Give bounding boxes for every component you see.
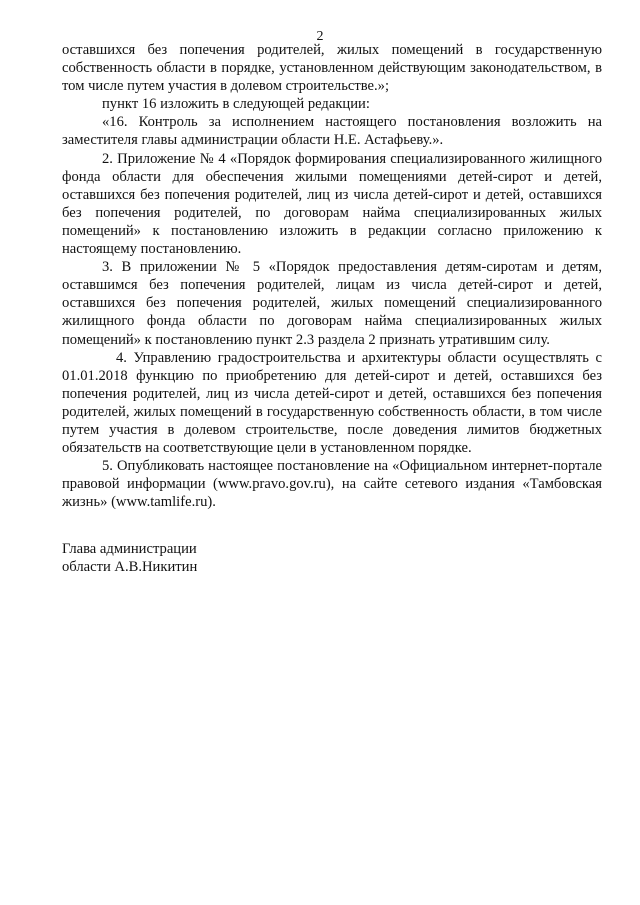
paragraph-5-publication: 5. Опубликовать настоящее постановление на «Официальном интернет-портале правовой информации (www.pravo.gov.ru), на сайте сетевого издания «Тамбовская жизнь» (www.tamlife.ru). <box>62 458 602 511</box>
paragraph-3-appendix-5: 3. В приложении № 5 «Порядок предоставления детям-сиротам и детям, оставшимся без попечения родителей, лицам из числа детей-сирот и детей, оставшихся без попечения родителей, жилых помещений специализированного жилищного фонда области по договорам найма специализированных жилых помещений» к постановлению пункт 2.3 раздела 2 признать утратившим силу. <box>62 259 602 348</box>
paragraph-continuation: оставшихся без попечения родителей, жилых помещений в государственную собственность области в порядке, установленном действующим законодательством, в том числе путем участия в долевом строительстве.»; <box>62 42 602 95</box>
signature-name: области А.В.Никитин <box>62 559 198 576</box>
paragraph-item-16-intro: пункт 16 изложить в следующей редакции: <box>102 96 370 113</box>
signature-title: Глава администрации <box>62 541 197 557</box>
document-body <box>62 41 602 511</box>
paragraph-4-urban-planning: 4. Управлению градостроительства и архитектуры области осуществлять с 01.01.2018 функцию по приобретению для детей-сирот и детей, оставшихся без попечения родителей, лиц из числа детей-сирот и детей, оставшихся без попечения родителей, жилых помещений в государственную собственность области, в том числе путем участия в долевом строительстве, после доведения лимитов бюджетных обязательств на соответствующие цели в установленном порядке. <box>62 349 602 457</box>
paragraph-item-16-text: «16. Контроль за исполнением настоящего постановления возложить на заместителя главы администрации области Н.Е. Астафьеву.». <box>62 114 602 149</box>
paragraph-2-appendix-4: 2. Приложение № 4 «Порядок формирования специализированного жилищного фонда области для обеспечения жилыми помещениями детей-сирот и детей, оставшихся без попечения родителей, лиц из числа детей-сирот и детей, оставшихся без попечения родителей, по договорам найма специализированных жилых помещений» к постановлению изложить в редакции согласно приложению к настоящему постановлению. <box>62 150 602 258</box>
page-number: 2 <box>316 29 324 44</box>
signature-block <box>62 540 362 576</box>
